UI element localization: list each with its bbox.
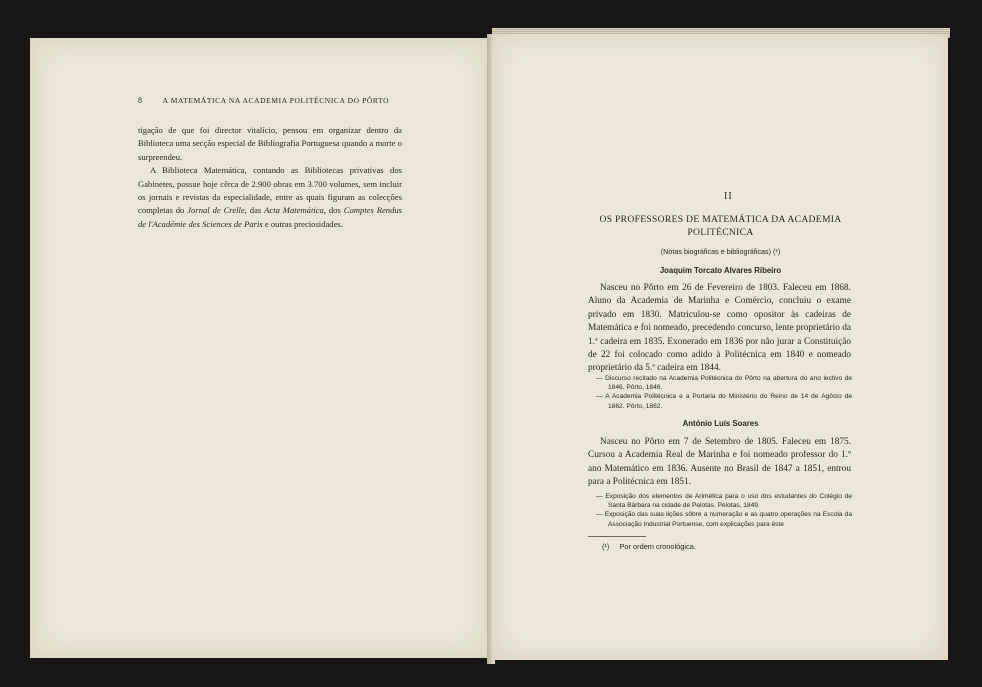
bibliography-note: — Exposição dos elementos de Arimética para o uso dos estudantes do Colégio de Santa Bárbara na cidade de Pelotas. Pelotas, 1849.	[596, 493, 852, 510]
para2-italic-acta: Acta Matemática	[264, 205, 324, 216]
para2-text-4: e outras preciosidades.	[262, 218, 343, 229]
entry-notes	[596, 492, 852, 529]
entry-bio: Nasceu no Pôrto em 7 de Setembro de 1805. Faleceu em 1875. Cursou a Academia Real de Marinha e foi nomeado professor do 1.º ano Matemático em 1836. Ausente no Brasil de 1847 a 1851, entrou para a Politécnica em 1851.	[588, 437, 851, 488]
entry-name: António Luís Soares	[682, 419, 759, 428]
footnote-rule	[588, 536, 646, 537]
entry-notes	[596, 374, 852, 411]
entry-bio: Nasceu no Pôrto em 26 de Fevereiro de 1803. Faleceu em 1868. Aluno da Academia de Marinha e Comércio, concluiu o exame privado em 1830. Matriculou-se como opositor às cadeiras de Matemática e foi nomeado, precedendo concurso, lente proprietário da 1.ª cadeira em 1835. Exonerado em 1836 por não jurar a Constituição de 22 foi colocado como adido à Politécnica em 1840 e nomeado proprietário da 5.ª cadeira em 1844.	[588, 283, 851, 374]
page-number: 8	[138, 96, 143, 105]
chapter-title: OS PROFESSORES DE MATEMÁTICA DA ACADEMIA POLITÉCNICA	[599, 214, 842, 238]
para2-text-1: A Biblioteca Matemática, contando as Bibliotecas privativas dos Gabinetes, possue hoje cêrca de 2.900 obras em 3.700 volumes, sem incluir os jornais e revistas da especialidade, entre as quais figuram as colecções completas do	[138, 165, 402, 216]
left-paragraph-1: tigação de que foi director vitalício, pensou em organizar dentro da Biblioteca uma secção especial de Bibliografia Portuguesa quando a morte o surpreendeu.	[138, 125, 402, 162]
bibliography-note: — Discurso recitado na Academia Politécnica do Pôrto na abertura do ano lectivo de 1846. Pôrto, 1846.	[596, 375, 852, 392]
chapter-subtitle: (Notas biográficas e bibliográficas) (¹)	[660, 247, 781, 256]
footnote-text: Por ordem cronológica.	[619, 542, 696, 551]
para2-text-2: , das	[244, 205, 265, 216]
left-body-text	[138, 124, 402, 231]
running-head	[138, 96, 389, 105]
footnote	[602, 542, 696, 551]
section-number: II	[724, 191, 733, 202]
para2-italic-crelle: Jornal de Crelle	[187, 205, 245, 216]
bibliography-note: — Exposição das suas lições sôbre a numeração e as quatro operações na Escola da Associação Industrial Portuense, com explicações para êste	[596, 511, 852, 528]
running-head-title: A MATEMÁTICA NA ACADEMIA POLITÉCNICA DO PÔRTO	[162, 96, 390, 105]
para2-text-3: , dos	[323, 205, 344, 216]
right-page	[492, 34, 948, 660]
left-page	[30, 38, 490, 658]
bibliography-note: — A Academia Politécnica e a Portaria do Ministério do Reino de 14 de Agôsto de 1862. Pôrto, 1862.	[596, 393, 852, 410]
footnote-mark: (¹)	[602, 542, 610, 551]
left-paragraph-2	[138, 164, 402, 231]
entry-name: Joaquim Torcato Alvares Ribeiro	[659, 266, 782, 275]
para2-italic-comptes: Comptes Rendus de l'Académie des Sciences de Paris	[138, 205, 403, 229]
